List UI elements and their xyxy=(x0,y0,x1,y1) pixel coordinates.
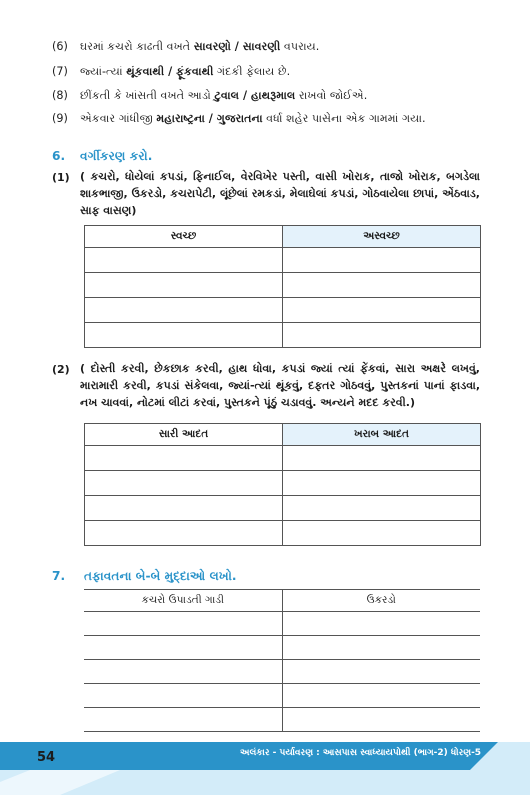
answer-cell[interactable] xyxy=(85,298,283,323)
table-row xyxy=(85,323,481,348)
answer-cell[interactable] xyxy=(282,708,480,732)
answer-cell[interactable] xyxy=(85,446,283,471)
column-header: અસ્વચ્છ xyxy=(283,226,481,248)
question-text: ( દોસ્તી કરવી, છેકછાક કરવી, હાથ ધોવા, કપડાં જ્યાં ત્યાં ફેંકવાં, સારા અક્ષરે લખવું, મારામારી કરવી, કપડાં સંકેલવા, જ્યાં-ત્યાં થૂંકવું, દફતર ગોઠવવું, પુસ્તકનાં પાનાં ફાડવા, નખ ચાવવાં, નોટમાં લીટાં કરવાં, પુસ્તકને પૂંઠું ચડાવવું. અન્યને મદદ કરવી.) xyxy=(80,362,480,409)
table-row xyxy=(84,708,480,732)
answer-cell[interactable] xyxy=(283,273,481,298)
list-item xyxy=(52,111,426,126)
answer-cell[interactable] xyxy=(282,636,480,660)
answer-cell[interactable] xyxy=(282,684,480,708)
item-text: જ્યાં-ત્યાં xyxy=(80,65,127,78)
classification-table-habits xyxy=(84,423,481,546)
item-bold: મહારાષ્ટ્રના / ગુજરાતના xyxy=(156,112,263,125)
answer-cell[interactable] xyxy=(283,298,481,323)
answer-cell[interactable] xyxy=(282,660,480,684)
answer-cell[interactable] xyxy=(84,660,282,684)
table-row xyxy=(85,273,481,298)
item-text: છીંકતી કે ખાંસતી વખતે આડો xyxy=(80,89,215,102)
item-text: વપરાય. xyxy=(280,40,320,53)
answer-cell[interactable] xyxy=(85,471,283,496)
answer-cell[interactable] xyxy=(85,496,283,521)
question-number: (2) xyxy=(52,363,70,376)
answer-cell[interactable] xyxy=(84,708,282,732)
item-number: (7) xyxy=(52,65,68,78)
item-bold: સાવરણો / સાવરણી xyxy=(193,40,281,53)
section-number: 6. xyxy=(52,149,66,163)
answer-cell[interactable] xyxy=(283,323,481,348)
table-row xyxy=(85,298,481,323)
table-row xyxy=(85,248,481,273)
question-text: ( કચરો, ધોયેલાં કપડાં, ફિનાઈલ, વેરવિખેર પસ્તી, વાસી ખોરાક, તાજો ખોરાક, બગડેલા શાકભાજી, ઉકરડો, કચરાપેટી, લૂંછેલાં રમકડાં, મેલાઘેલાં કપડાં, ગોઠવાયેલા છાપાં, એંઠવાડ, સાફ વાસણ) xyxy=(80,170,480,217)
list-item xyxy=(52,39,319,54)
list-item xyxy=(52,64,290,79)
table-row xyxy=(85,496,481,521)
answer-cell[interactable] xyxy=(85,248,283,273)
section-number: 7. xyxy=(52,569,66,583)
answer-cell[interactable] xyxy=(84,612,282,636)
table-row xyxy=(85,446,481,471)
answer-cell[interactable] xyxy=(283,446,481,471)
answer-cell[interactable] xyxy=(283,521,481,546)
item-number: (6) xyxy=(52,40,68,53)
answer-cell[interactable] xyxy=(282,612,480,636)
table-row xyxy=(84,636,480,660)
section-title: તફાવતના બે-બે મુદ્દાઓ લખો. xyxy=(84,569,237,583)
classification-table-clean xyxy=(84,225,481,348)
column-header: સારી આદત xyxy=(85,424,283,446)
footer-title: અલંકાર - પર્યાવરણ : આસપાસ સ્વાધ્યાયપોથી (ભાગ-2) ધોરણ-5 xyxy=(240,748,482,758)
column-header: ખરાબ આદત xyxy=(283,424,481,446)
answer-cell[interactable] xyxy=(85,521,283,546)
table-row xyxy=(85,471,481,496)
item-number: (8) xyxy=(52,89,68,102)
column-header: કચરો ઉપાડતી ગાડી xyxy=(84,590,282,612)
table-row xyxy=(84,660,480,684)
item-text: એકવાર ગાંધીજી xyxy=(80,112,157,125)
column-header: સ્વચ્છ xyxy=(85,226,283,248)
answer-cell[interactable] xyxy=(84,684,282,708)
item-text: ઘરમાં કચરો કાઢતી વખતે xyxy=(80,40,194,53)
answer-cell[interactable] xyxy=(283,471,481,496)
item-bold: ટુવાલ / હાથરૂમાલ xyxy=(214,89,296,102)
item-bold: થૂંકવાથી / ફૂંકવાથી xyxy=(126,65,214,78)
difference-table xyxy=(84,589,480,732)
list-item xyxy=(52,88,367,103)
item-text: વર્ધા શહેર પાસેના એક ગામમાં ગયા. xyxy=(262,112,426,125)
answer-cell[interactable] xyxy=(85,323,283,348)
item-number: (9) xyxy=(52,112,68,125)
item-text: રાખવો જોઈએ. xyxy=(295,89,368,102)
table-row xyxy=(84,612,480,636)
answer-cell[interactable] xyxy=(283,496,481,521)
table-row xyxy=(84,684,480,708)
answer-cell[interactable] xyxy=(85,273,283,298)
answer-cell[interactable] xyxy=(283,248,481,273)
page-number: 54 xyxy=(37,750,56,765)
column-header: ઉકરડો xyxy=(282,590,480,612)
item-text: ગંદકી ફેલાય છે. xyxy=(213,65,291,78)
table-row xyxy=(85,521,481,546)
question-number: (1) xyxy=(52,171,70,184)
section-title: વર્ગીકરણ કરો. xyxy=(80,149,153,163)
answer-cell[interactable] xyxy=(84,636,282,660)
